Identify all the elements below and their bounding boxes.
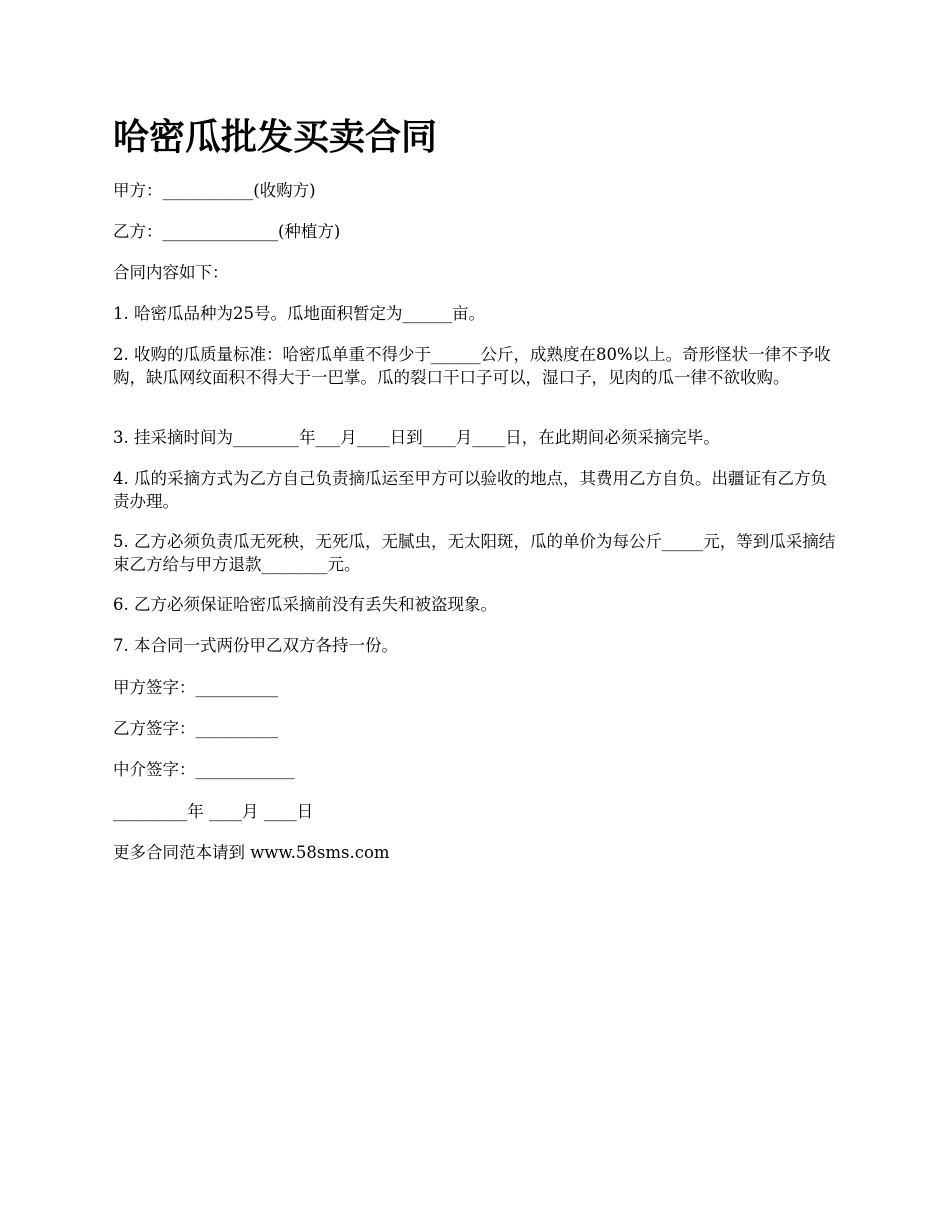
clause-2: 2. 收购的瓜质量标准：哈密瓜单重不得少于______公斤，成熟度在80%以上。奇形怪状一律不予收购，缺瓜网纹面积不得大于一巴掌。瓜的裂口干口子可以，湿口子，见肉的瓜一律不欲收购。 [113, 345, 831, 387]
agent-signature: 中介签字：____________ [113, 760, 295, 779]
party-a-signature: 甲方签字：__________ [113, 678, 278, 697]
party-b-signature: 乙方签字：__________ [113, 719, 278, 738]
party-a-line: 甲方：___________(收购方) [113, 181, 316, 200]
clause-5: 5. 乙方必须负责瓜无死秧，无死瓜，无腻虫，无太阳斑，瓜的单价为每公斤_____元，等到瓜采摘结束乙方给与甲方退款________元。 [113, 532, 836, 574]
footer-note: 更多合同范本请到 www.58sms.com [113, 843, 390, 862]
clause-1: 1. 哈密瓜品种为25号。瓜地面积暂定为______亩。 [113, 304, 485, 323]
contract-intro: 合同内容如下： [113, 263, 229, 282]
party-b-line: 乙方：______________(种植方) [113, 222, 341, 241]
document-title: 哈密瓜批发买卖合同 [113, 116, 438, 158]
clause-4: 4. 瓜的采摘方式为乙方自己负责摘瓜运至甲方可以验收的地点，其费用乙方自负。出疆证有乙方负责办理。 [113, 469, 827, 511]
clause-3: 3. 挂采摘时间为________年___月____日到____月____日，在此期间必须采摘完毕。 [113, 428, 720, 447]
clause-6: 6. 乙方必须保证哈密瓜采摘前没有丢失和被盗现象。 [113, 595, 497, 614]
clause-7: 7. 本合同一式两份甲乙双方各持一份。 [113, 636, 398, 655]
signing-date: _________年 ____月 ____日 [113, 802, 314, 821]
